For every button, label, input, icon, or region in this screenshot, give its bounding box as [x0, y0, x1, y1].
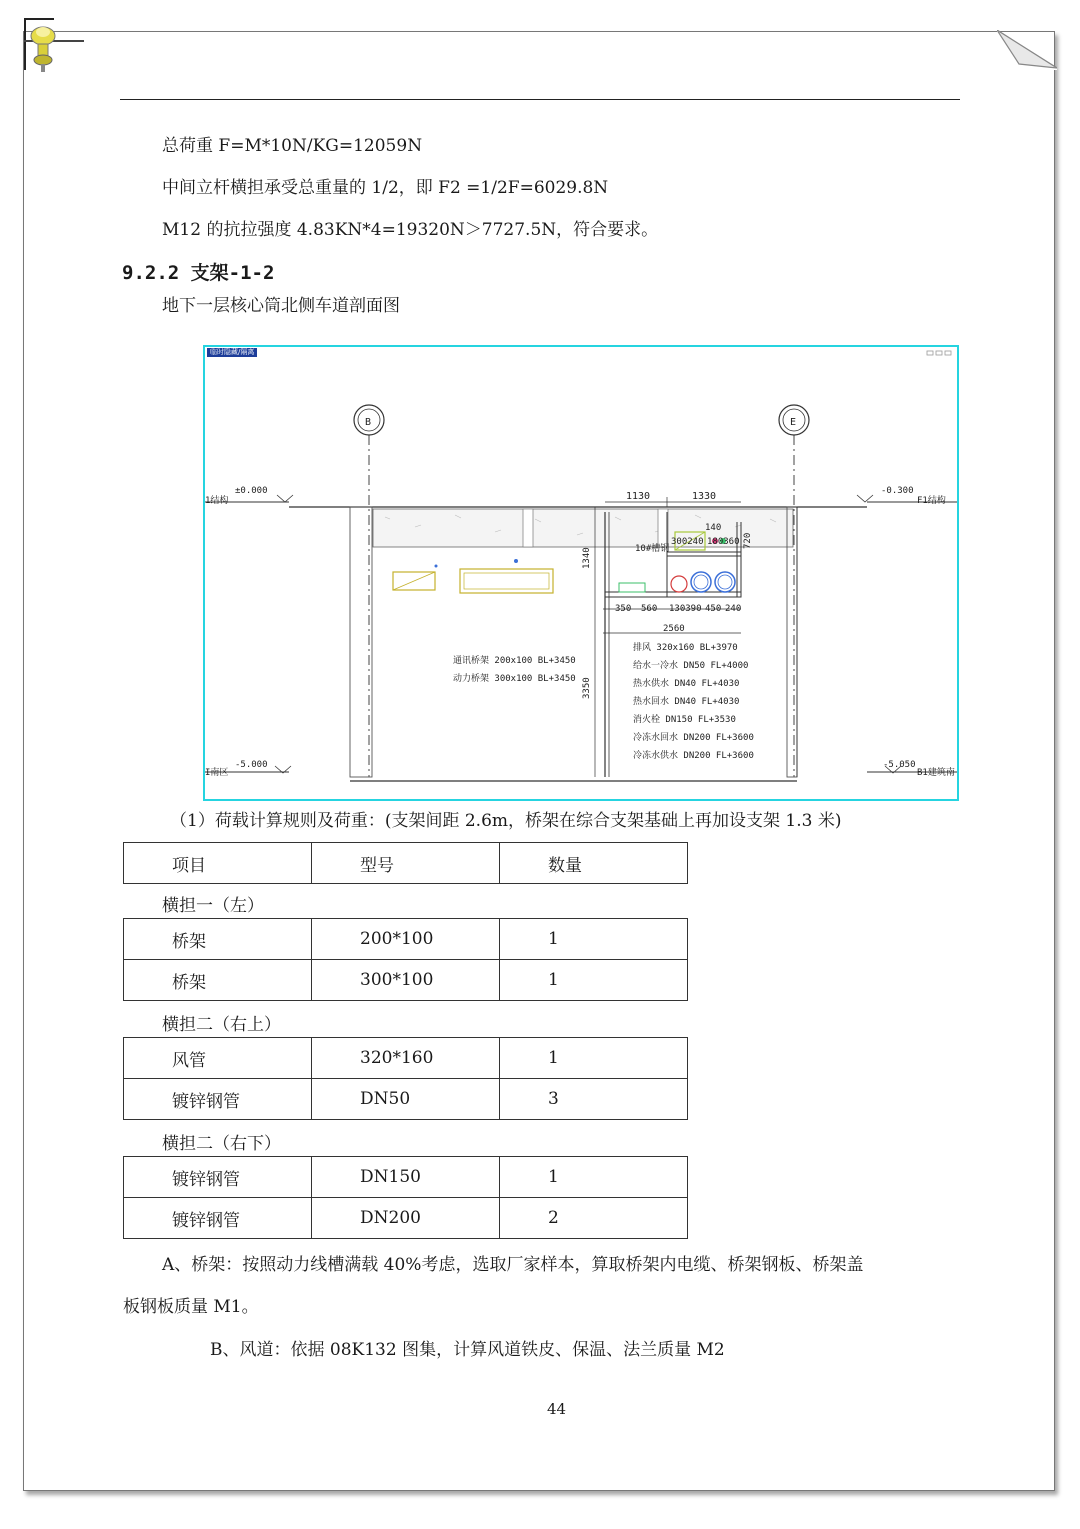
table-row: [124, 1038, 688, 1079]
paragraph-b: B、风道：依据 08K132 图集，计算风道铁皮、保温、法兰质量 M2: [210, 1340, 725, 1360]
dimension-label: 2560: [663, 624, 685, 634]
table-row: [124, 919, 688, 960]
section-heading: 9.2.2 支架-1-2: [122, 262, 275, 284]
group-title: 横担一（左）: [162, 896, 264, 916]
annotation-text: 给水一冷水 DN50 FL+4000: [633, 661, 749, 671]
annotation-text: 热水供水 DN40 FL+4030: [633, 679, 740, 689]
paragraph-a-continued: 板钢板质量 M1。: [123, 1297, 259, 1317]
dimension-label: 130390: [669, 604, 702, 614]
annotation-text: 通讯桥架 200x100 BL+3450: [453, 656, 576, 666]
table-cell: 镀锌钢管: [124, 1198, 312, 1239]
table-cell: 3: [500, 1079, 688, 1120]
level-label: I南区: [205, 768, 229, 778]
dimension-label: 350: [615, 604, 632, 614]
load-table-group: [123, 1037, 688, 1120]
push-pin-icon: [22, 14, 84, 74]
paragraph-a: A、桥架：按照动力线槽满载 40%考虑，选取厂家样本，算取桥架内电缆、桥架钢板、桥架盖: [162, 1255, 864, 1275]
text-line: M12 的抗拉强度 4.83KN*4=19320N＞7727.5N，符合要求。: [162, 220, 659, 240]
table-header-cell: 数量: [500, 843, 688, 884]
table-cell: 1: [500, 1157, 688, 1198]
table-cell: DN50: [312, 1079, 500, 1120]
table-cell: 1: [500, 960, 688, 1001]
table-cell: 2: [500, 1198, 688, 1239]
table-cell: 桥架: [124, 919, 312, 960]
table-cell: 镀锌钢管: [124, 1157, 312, 1198]
group-title: 横担二（右下）: [162, 1134, 281, 1154]
channel-label: 10#槽钢: [635, 544, 670, 554]
dimension-label: 1330: [692, 491, 717, 502]
annotation-text: 排风 320x160 BL+3970: [633, 643, 738, 653]
elevation-label: -0.300: [881, 486, 914, 496]
table-cell: 镀锌钢管: [124, 1079, 312, 1120]
axis-label-b: B: [365, 417, 372, 428]
table-header-cell: 项目: [124, 843, 312, 884]
level-label: 1结构: [205, 496, 229, 506]
elevation-label: -5.050: [883, 760, 916, 770]
annotation-text: 消火栓 DN150 FL+3530: [633, 715, 736, 725]
page-number: 44: [547, 1400, 567, 1418]
table-row: [124, 1157, 688, 1198]
dimension-label: 1130: [626, 491, 651, 502]
table-cell: 桥架: [124, 960, 312, 1001]
annotation-text: 动力桥架 300x100 BL+3450: [453, 674, 576, 684]
section-drawing: [203, 345, 959, 801]
dimension-label: 140: [705, 523, 722, 533]
header-rule: [120, 99, 960, 100]
annotation-text: 冷冻水回水 DN200 FL+3600: [633, 733, 754, 743]
text-line: 总荷重 F=M*10N/KG=12059N: [162, 136, 423, 156]
dimension-label: 180360: [707, 537, 740, 547]
group-title: 横担二（右上）: [162, 1015, 281, 1035]
dimension-label: 560: [641, 604, 658, 614]
elevation-label: ±0.000: [235, 486, 268, 496]
table-row: [124, 960, 688, 1001]
dimension-label: 300240: [671, 537, 704, 547]
table-cell: DN200: [312, 1198, 500, 1239]
window-controls-icon: [927, 351, 951, 355]
annotation-text: 冷冻水供水 DN200 FL+3600: [633, 751, 754, 761]
dimension-label: 3350: [582, 677, 592, 699]
table-cell: 320*160: [312, 1038, 500, 1079]
table-row: [124, 1079, 688, 1120]
figure-caption: 地下一层核心筒北侧车道剖面图: [162, 296, 400, 316]
drawing-window-title: 临时隐藏/隔离: [207, 348, 257, 357]
text-line: 中间立杆横担承受总重量的 1/2，即 F2 =1/2F=6029.8N: [162, 178, 609, 198]
table-cell: DN150: [312, 1157, 500, 1198]
dimension-label: 240: [725, 604, 742, 614]
table-cell: 200*100: [312, 919, 500, 960]
table-row: [124, 1198, 688, 1239]
load-rule-text: （1）荷载计算规则及荷重：(支架间距 2.6m，桥架在综合支架基础上再加设支架 1.3 米): [170, 811, 842, 831]
dimension-label: 450: [705, 604, 722, 614]
level-label: B1建筑南: [917, 768, 955, 778]
table-header-cell: 型号: [312, 843, 500, 884]
cad-canvas: [205, 347, 957, 799]
table-cell: 风管: [124, 1038, 312, 1079]
dimension-label: 720: [743, 532, 753, 549]
axis-label-e: E: [790, 417, 797, 428]
elevation-label: -5.000: [235, 760, 268, 770]
level-label: F1结构: [917, 496, 946, 506]
table-cell: 300*100: [312, 960, 500, 1001]
table-cell: 1: [500, 1038, 688, 1079]
load-table-group: [123, 918, 688, 1001]
annotation-text: 热水回水 DN40 FL+4030: [633, 697, 740, 707]
table-cell: 1: [500, 919, 688, 960]
load-table-group: [123, 1156, 688, 1239]
page-curl-icon: [997, 30, 1057, 70]
load-table-header: [123, 842, 688, 884]
dimension-label: 1340: [582, 547, 592, 569]
table-row: [124, 843, 688, 884]
